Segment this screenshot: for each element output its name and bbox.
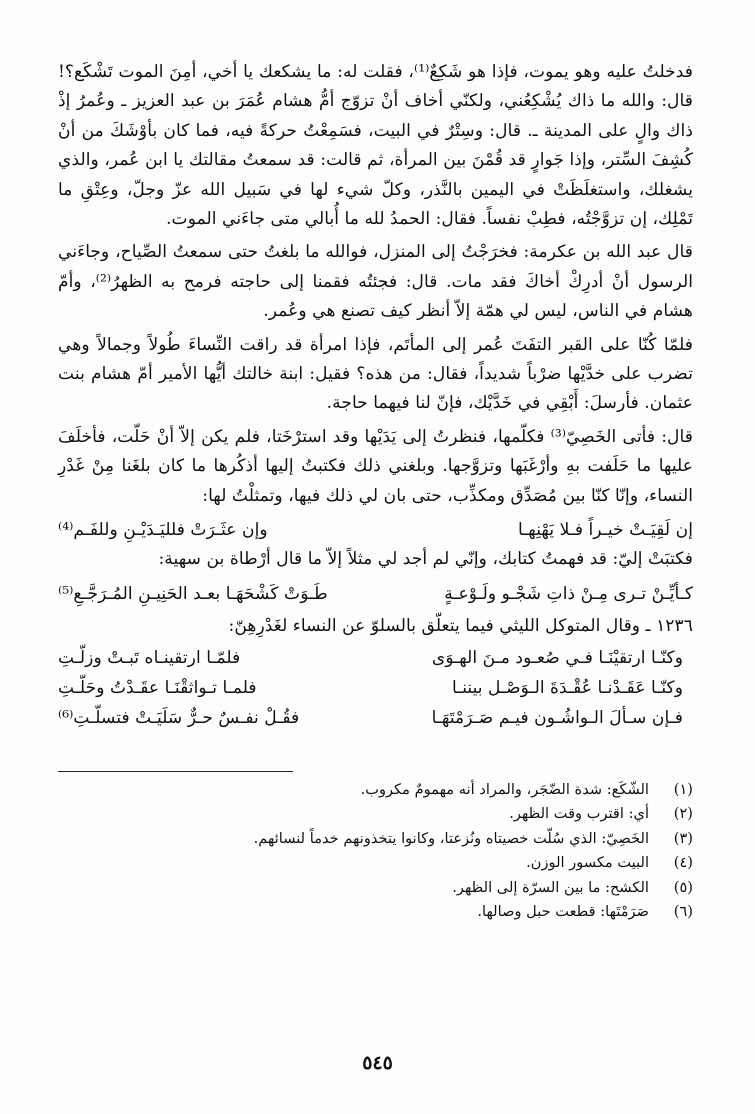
footnote-number: (٢): [673, 805, 693, 822]
verse-first-hemistich: كـأيِّـنْ تـرى مِـنْ ذاتِ شَجْـو ولَـوْعـةٍ: [444, 583, 693, 604]
poem: [58, 643, 693, 733]
verse-line: [58, 579, 693, 609]
main-text: [58, 58, 693, 733]
footnote-text: الكشح: ما بين السرّة إلى الظهر.: [452, 878, 649, 896]
entry-heading: ١٢٣٦ ـ وقال المتوكل الليثي فيما يتعلّق بالسلوّ عن النساء لغَدْرِهِنّ:: [228, 615, 693, 636]
footnote-number: (٥): [673, 878, 693, 896]
paragraph: فدخلتُ عليه وهو يموت، فإذا هو شَكِعٌ⁽¹⁾، فقلت له: ما يشكعك يا أخي، أمِنَ الموت تَشْكَع؟! قال: والله ما ذاك يُشْكِعُني، ولكنّي أخاف أنْ تزوّج أمُّ هشام عُمَرَ بن عبد العزيز ـ وعُمرُ إذْ ذاك والٍ على المدينة ـ. قال: وسِتْرٌ في البيت، فسَمِعْتُ حركةً فيه، فما كان بأوْشَكَ من أنْ كُشِفَ السِّتر، وإذا جَوارٍ قد قُمْنَ بين المرأة، ثم قالت: قد سمعتُ مقالتك يا ابن عُمر، والذي يشغلك، واستغلَظَتْ في اليمين بالنَّذر، وكلّ شيء لها في سَبيل الله عزّ وجلّ، وعِتْقِ ما تَمْلِك، إن تزوَّجْتُه، فطِبْ نفساً. فقال: الحمدُ لله ما أُبالي متى جاءَني الموت.: [58, 62, 694, 230]
footnote: [58, 900, 693, 925]
poem-line: [58, 703, 693, 733]
verse-second-hemistich: وإن عثَـرَتْ فلليَـدَيْـنِ وللفَـم⁽⁴⁾: [58, 520, 268, 541]
paragraph: فكتبَتْ إليّ: قد فهمتُ كتابك، وإنّي لم أجد لي مثلاً إلاّ ما قال أرْطاة بن سهية:: [158, 549, 693, 570]
paragraph: قال عبد الله بن عكرمة: فخرَجْتُ إلى المنزل، فوالله ما بلغتُ حتى سمعتُ الصِّياح، وجاءَني الرسول أنْ أدرِكْ أخاكَ فقد مات. قال: فجئتُه فقمنا إلى حاجته فرمح به الظهرُ⁽²⁾، وأمّ هشام في الناس، ليس لي همّة إلاّ أنظر كيف تصنع هي وعُمر.: [58, 242, 693, 322]
footnote: [58, 876, 693, 901]
footnote-number: (٤): [673, 854, 693, 871]
verse-second-hemistich: طَـوَتْ كَشْحَهَـا بعـد الحَنِيـنِ المُـرَجَّـعِ⁽⁵⁾: [58, 583, 328, 604]
footnote-text: الخَصِيّ: الذي سُلّت خصيتاه ونُزعتا، وكانوا يتخذونهم خدماً لنسائهم.: [253, 829, 649, 847]
poem-line: [58, 643, 693, 673]
poem-second-hemistich: فلمـا تـواثقْنَـا عقَـدْتُ وحَلّـتِ: [58, 677, 257, 698]
footnote-text: صَرَمْتَها: قطعت حبل وصالها.: [477, 903, 649, 920]
verse-line: [58, 515, 693, 545]
footnote: [58, 851, 693, 876]
footnote-number: (٣): [673, 829, 693, 847]
page-number: ٥٤٥: [362, 1052, 393, 1074]
footnote-text: الشّكَع: شدة الضّجَر، والمراد أنه مهمومٌ مكروب.: [360, 780, 649, 798]
poem-first-hemistich: وكنّـا عَقَـدْنـا عُقْـدَةَ الـوَصْـل بيننـا: [451, 677, 683, 698]
poem-first-hemistich: فـإن سـألَ الـواشُـون فيـم صَـرَمْتَهَـا: [431, 707, 683, 728]
footnote-separator: [58, 771, 293, 772]
footnote: [58, 827, 693, 852]
paragraph: فلمّا كُنّا على القبر التفَتَ عُمر إلى المأتَم، فإذا امرأة قد راقت النِّساءَ طُولاً وجمالاً وهي تضرب على خدَّيْها ضرْباً شديداً، فقال: من هذه؟ فقيل: ابنة خالتك أيُّها الأمير أمّ هشام بنت عثمان. فأرسلَ: أَبْقِي في خَدَّيْك، فإنّ لنا فيهما حاجة.: [58, 334, 693, 414]
verse-first-hemistich: إن لَقِيَـتْ خيـراً فـلا يَهْنِهـا: [518, 520, 693, 541]
footnote-text: البيت مكسور الوزن.: [526, 854, 649, 871]
footnote: [58, 802, 693, 827]
poem-line: [58, 673, 693, 703]
footnote-number: (٦): [673, 903, 693, 920]
footnote-text: أي: اقترب وقت الظهر.: [509, 805, 649, 822]
poem-second-hemistich: فقُـلْ نفـسٌ حـرٌّ سَلَيَـتْ فتسلّـتِ⁽⁶⁾: [58, 707, 300, 728]
paragraph: قال: فأتى الخَصِيّ⁽³⁾ فكلّمها، فنظرتُ إلى يَدَيْها وقد استرْخَتا، فلم يكن إلاّ أنْ حَلّت، فأخلَفَ عليها ما حَلَفت بهِ وأرْغَبَها وتزوَّجها. وبلغني ذلك فكتبتُ إليها أذكُرها ما كان بلغَنا مِنْ غَدْرِ النساء، وإنّا كنّا بين مُصَدِّق ومكذِّب، حتى بان لي ذلك فيها، وتمثلْتُ لها:: [58, 426, 694, 506]
footnote-number: (١): [673, 780, 693, 798]
poem-second-hemistich: فلمّـا ارتقينـاه تَبـتْ وزلّـتِ: [58, 647, 241, 668]
footnotes: [58, 778, 693, 925]
footnote: [58, 778, 693, 803]
poem-first-hemistich: وكنّـا ارتقيْنَـا فـي صُعـود مـنَ الهـوَى: [431, 647, 683, 668]
